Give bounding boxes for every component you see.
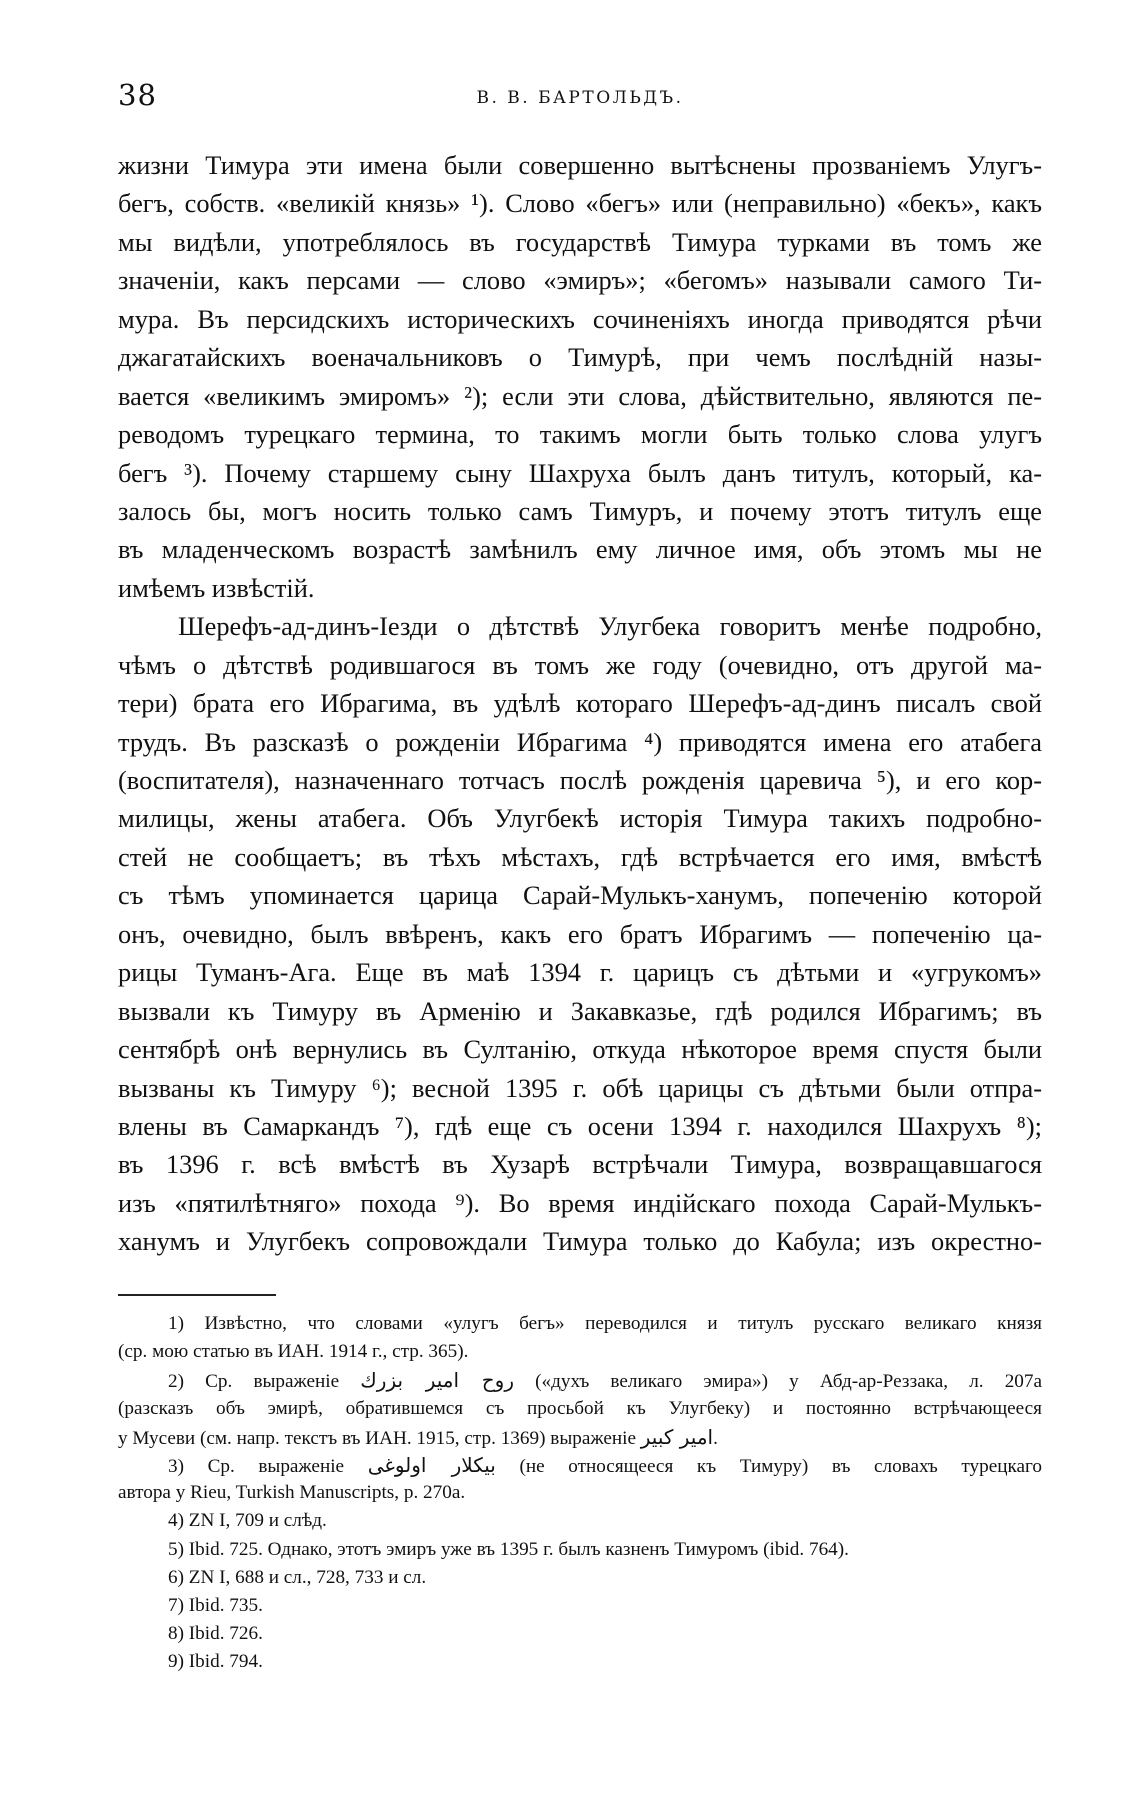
text-line: вызвали къ Тимуру въ Арменію и Закавказье, гдѣ родился Ибрагимъ; въ (118, 995, 1042, 1026)
footnote-2: 2) Ср. выраженіе روح امیر بزرك («духъ великаго эмира») у Абд-ар-Реззака, л. 207а (168, 1368, 1043, 1393)
text-line: бегъ ³). Почему старшему сыну Шахруха былъ данъ титулъ, который, ка- (118, 457, 1042, 488)
text-line: трудъ. Въ разсказѣ о рожденіи Ибрагима ⁴) приводятся имена его атабега (118, 726, 1042, 757)
footnote-4: 4) ZN I, 709 и слѣд. (168, 1510, 327, 1532)
text-line: реводомъ турецкаго термина, то такимъ могли быть только слова улугъ (118, 419, 1042, 450)
text-line: мы видѣли, употреблялось въ государствѣ Тимура турками въ томъ же (118, 226, 1042, 257)
text-line: джагатайскихъ военачальниковъ о Тимурѣ, при чемъ послѣдній назы- (118, 342, 1042, 373)
main-text (118, 146, 1042, 1261)
text-line: изъ «пятилѣтняго» похода ⁹). Во время индійскаго похода Сарай-Мулькъ- (118, 1187, 1042, 1218)
text-line: сентябрѣ онѣ вернулись въ Султанію, откуда нѣкоторое время спустя были (118, 1034, 1042, 1065)
footnote-1-cont: (ср. мою статью въ ИАН. 1914 г., стр. 365). (118, 1341, 469, 1363)
text-line: рицы Туманъ-Ага. Еще въ маѣ 1394 г. царицъ съ дѣтьми и «угрукомъ» (118, 957, 1042, 988)
text-line: чѣмъ о дѣтствѣ родившагося въ томъ же году (очевидно, отъ другой ма- (118, 649, 1042, 680)
text-line: съ тѣмъ упоминается царица Сарай-Мулькъ-ханумъ, попеченію которой (118, 880, 1042, 911)
text-line: (воспитателя), назначеннаго тотчасъ послѣ рожденія царевича ⁵), и его кор- (118, 765, 1042, 795)
footnotes (118, 1310, 1042, 1676)
footnote-5: 5) Ibid. 725. Однако, этотъ эмиръ уже въ 1395 г. былъ казненъ Тимуромъ (ibid. 764). (168, 1538, 849, 1560)
text-line: въ младенческомъ возрастѣ замѣнилъ ему личное имя, объ этомъ мы не (118, 534, 1042, 565)
footnote-3-cont: автора у Rieu, Turkish Manuscripts, p. 270а. (118, 1482, 466, 1504)
text-line: Шерефъ-ад-динъ-Іезди о дѣтствѣ Улугбека говоритъ менѣе подробно, (178, 611, 1042, 642)
footnote-2-cont: (разсказъ объ эмирѣ, обратившемся съ просьбой къ Улугбеку) и постоянно встрѣчающееся (118, 1397, 1042, 1419)
text-line: влены въ Самаркандъ ⁷), гдѣ еще съ осени 1394 г. находился Шахрухъ ⁸); (118, 1110, 1042, 1141)
text-line: имѣемъ извѣстій. (118, 572, 315, 603)
running-title: В. В. БАРТОЛЬДЪ. (476, 88, 684, 108)
text-line: въ 1396 г. всѣ вмѣстѣ въ Хузарѣ встрѣчали Тимура, возвращавшагося (118, 1149, 1042, 1180)
arabic-phrase: روح امیر بزرك (360, 1368, 515, 1393)
text-line: ханумъ и Улугбекъ сопровождали Тимура только до Кабула; изъ окрестно- (118, 1226, 1042, 1257)
text-line: вызваны къ Тимуру ⁶); весной 1395 г. обѣ царицы съ дѣтьми были отпра- (118, 1072, 1042, 1103)
text-line: тери) брата его Ибрагима, въ удѣлѣ котораго Шерефъ-ад-динъ писалъ свой (118, 688, 1042, 719)
text-line: вается «великимъ эмиромъ» ²); если эти слова, дѣйствительно, являются пе- (118, 380, 1042, 411)
footnote-1: 1) Извѣстно, что словами «улугъ бегъ» переводился и титулъ русскаго великаго князя (168, 1313, 1042, 1334)
arabic-phrase: بیکلار اولوغی (367, 1452, 496, 1477)
text-line: значеніи, какъ персами — слово «эмиръ»; «бегомъ» называли самого Ти- (118, 265, 1042, 296)
text-line: онъ, очевидно, былъ ввѣренъ, какъ его братъ Ибрагимъ — попеченію ца- (118, 918, 1042, 949)
footnote-9: 9) Ibid. 794. (168, 1651, 263, 1673)
text-line: стей не сообщаетъ; въ тѣхъ мѣстахъ, гдѣ встрѣчается его имя, вмѣстѣ (118, 841, 1042, 872)
footnote-8: 8) Ibid. 726. (168, 1623, 263, 1645)
text-line: жизни Тимура эти имена были совершенно вытѣснены прозваніемъ Улугъ- (118, 150, 1042, 180)
text-line: милицы, жены атабега. Объ Улугбекѣ исторія Тимура такихъ подробно- (118, 803, 1042, 834)
page-number: 38 (118, 78, 157, 112)
footnote-7: 7) Ibid. 735. (168, 1594, 263, 1616)
text-line: бегъ, собств. «великій князь» ¹). Слово «бегъ» или (неправильно) «бекъ», какъ (118, 188, 1042, 219)
arabic-phrase: امیر کبیر (640, 1424, 714, 1449)
text-line: мура. Въ персидскихъ историческихъ сочиненіяхъ иногда приводятся рѣчи (118, 303, 1042, 334)
text-line: залось бы, могъ носить только самъ Тимуръ, и почему этотъ титулъ еще (118, 495, 1042, 526)
footnote-6: 6) ZN I, 688 и сл., 728, 733 и сл. (168, 1566, 427, 1588)
footnote-2-cont: у Мусеви (см. напр. текстъ въ ИАН. 1915, стр. 1369) выраженіе امیر کبیر. (118, 1424, 718, 1449)
footnote-divider (118, 1294, 276, 1296)
footnote-3: 3) Ср. выраженіе بیکلار اولوغی (не относящееся къ Тимуру) въ словахъ турецкаго (168, 1452, 1043, 1477)
page-header (118, 78, 1042, 122)
